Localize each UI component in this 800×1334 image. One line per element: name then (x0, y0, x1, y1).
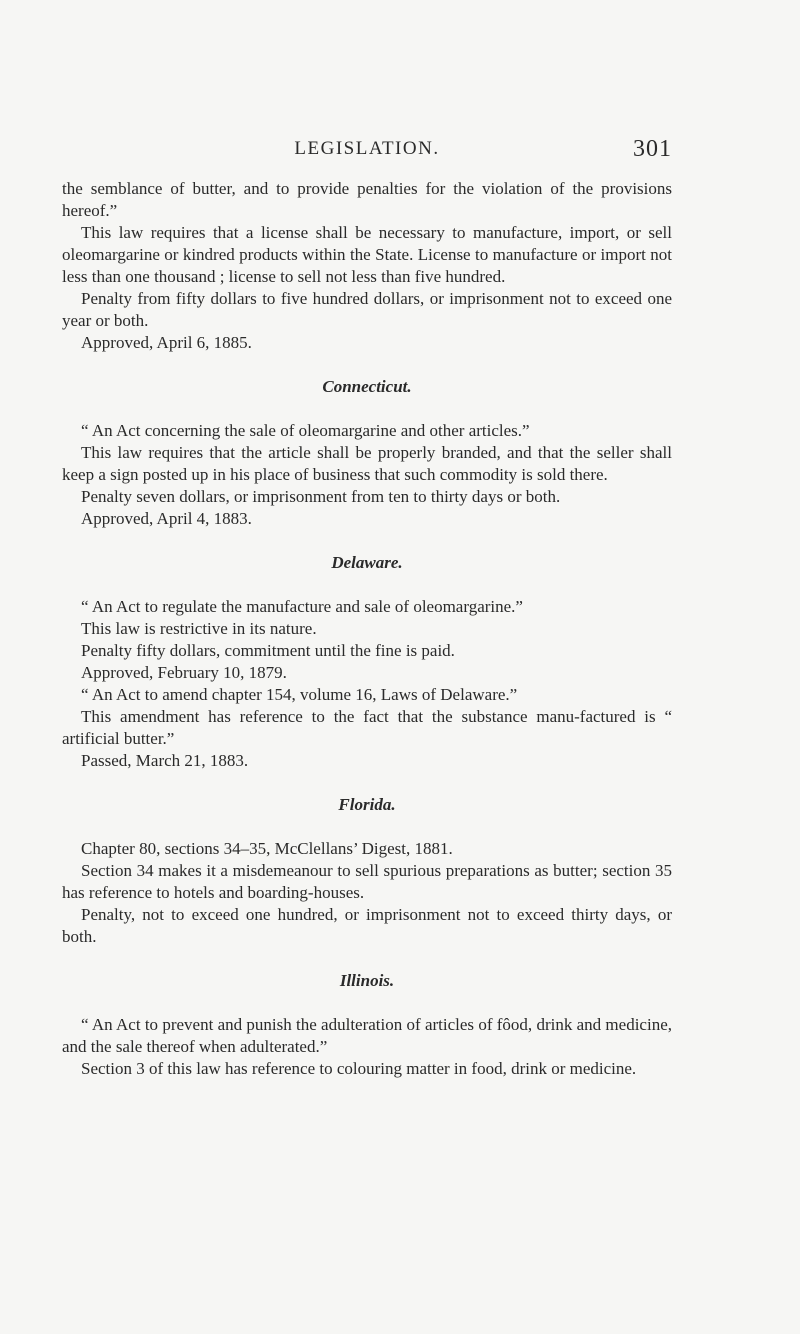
paragraph: This law requires that a license shall be necessary to manufacture, import, or sell oleomargarine or kindred products within the State. License to manufacture or import not less than one thousand ; license to sell not less than five hundred. (62, 223, 672, 286)
paragraph: This law is restrictive in its nature. (81, 619, 317, 638)
paragraph: “ An Act to regulate the manufacture and sale of oleomargarine.” (81, 597, 523, 616)
page-number: 301 (633, 136, 672, 162)
paragraph: Penalty fifty dollars, commitment until the fine is paid. (81, 641, 455, 660)
paragraph: “ An Act to prevent and punish the adulteration of articles of fôod, drink and medicine, and the sale thereof when adulterated.” (62, 1015, 672, 1056)
paragraph: “ An Act to amend chapter 154, volume 16, Laws of Delaware.” (81, 685, 518, 704)
paragraph: “ An Act concerning the sale of oleomargarine and other articles.” (81, 421, 530, 440)
section-florida (62, 794, 672, 948)
section-delaware (62, 552, 672, 772)
section-intro (62, 178, 672, 354)
paragraph: Chapter 80, sections 34–35, McClellans’ Digest, 1881. (81, 839, 453, 858)
paragraph: Section 3 of this law has reference to colouring matter in food, drink or medicine. (81, 1059, 637, 1078)
section-heading-delaware: Delaware. (331, 553, 403, 572)
paragraph: Approved, February 10, 1879. (81, 663, 287, 682)
section-heading-illinois: Illinois. (339, 971, 395, 990)
paragraph: the semblance of butter, and to provide penalties for the violation of the provisions hereof.” (62, 179, 672, 220)
paragraph: Approved, April 6, 1885. (81, 333, 252, 352)
section-illinois (62, 970, 672, 1080)
paragraph: Penalty from fifty dollars to five hundred dollars, or imprisonment not to exceed one year or both. (62, 289, 672, 330)
paragraph: This law requires that the article shall be properly branded, and that the seller shall keep a sign posted up in his place of business that such commodity is sold there. (62, 443, 672, 484)
paragraph: Penalty, not to exceed one hundred, or imprisonment not to exceed thirty days, or both. (62, 905, 672, 946)
paragraph: Passed, March 21, 1883. (81, 751, 249, 770)
paragraph: Section 34 makes it a misdemeanour to sell spurious preparations as butter; section 35 has reference to hotels and boarding-houses. (62, 861, 672, 902)
section-heading-connecticut: Connecticut. (322, 377, 412, 396)
section-connecticut (62, 376, 672, 530)
running-header (62, 134, 672, 164)
section-heading-florida: Florida. (338, 795, 396, 814)
page-body (62, 178, 672, 1080)
running-title: LEGISLATION. (294, 138, 440, 159)
paragraph: Penalty seven dollars, or imprisonment from ten to thirty days or both. (81, 487, 561, 506)
paragraph: This amendment has reference to the fact that the substance manu-factured is “ artificial butter.” (62, 707, 672, 748)
paragraph: Approved, April 4, 1883. (81, 509, 252, 528)
